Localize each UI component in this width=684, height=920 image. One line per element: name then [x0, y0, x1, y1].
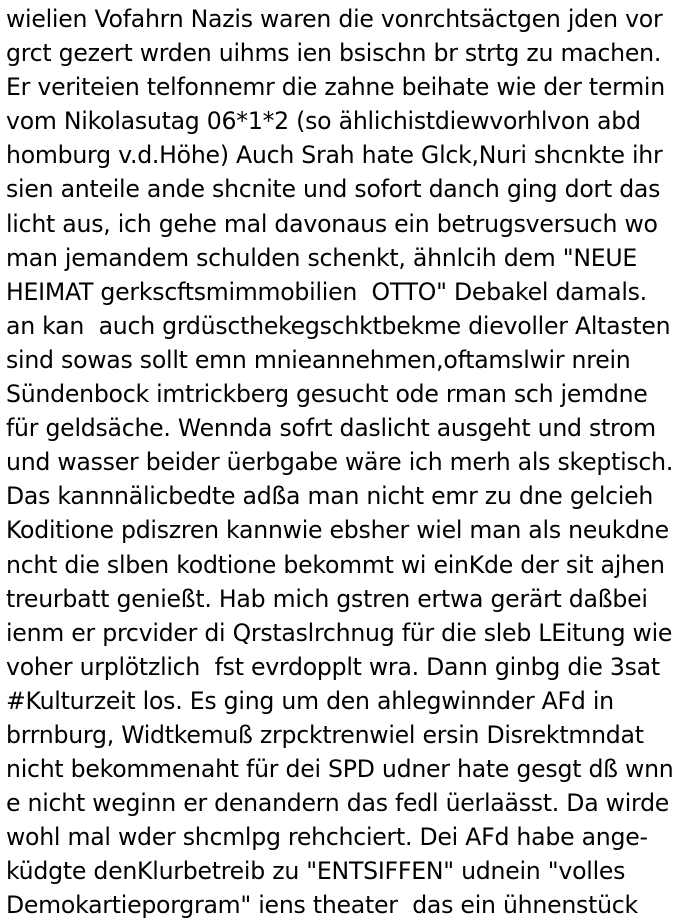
text-line: sien anteile ande shcnite und sofort danch ging dort das — [6, 175, 661, 204]
text-line: man jemandem schulden schenkt, ähnlcih dem "NEUE — [6, 243, 638, 272]
text-block — [6, 2, 682, 920]
text-line: Er veriteien telfonnemr die zahne beihate wie der termin — [6, 73, 665, 102]
text-line: licht aus, ich gehe mal davonaus ein betrugsversuch wo — [6, 209, 658, 238]
text-line: vom Nikolasutag 06*1*2 (so ählichistdiewvorhlvon abd — [6, 107, 641, 136]
text-line: HEIMAT gerkscftsmimmobilien OTTO" Debakel damals. — [6, 277, 647, 306]
text-line: Demokartieporgram" iens theater das ein ühnenstück — [6, 891, 638, 920]
text-line: Koditione pdiszren kannwie ebsher wiel man als neukdne — [6, 516, 669, 545]
text-line: sind sowas sollt emn mnieannehmen,oftamslwir nrein — [6, 345, 631, 374]
text-line: für geldsäche. Wennda sofrt daslicht ausgeht und strom — [6, 414, 656, 443]
text-line: voher urplötzlich fst evrdopplt wra. Dann ginbg die 3sat — [6, 652, 660, 681]
text-line: Sündenbock imtrickberg gesucht ode rman sch jemdne — [6, 380, 648, 409]
text-line: wohl mal wder shcmlpg rehchciert. Dei AFd habe ange- — [6, 823, 648, 852]
text-line: küdgte denKlurbetreib zu "ENTSIFFEN" udnein "volles — [6, 857, 626, 886]
text-line: und wasser beider üerbgabe wäre ich merh als skeptisch. — [6, 448, 674, 477]
text-line: homburg v.d.Höhe) Auch Srah hate Glck,Nuri shcnkte ihr — [6, 141, 663, 170]
text-line: ienm er prcvider di Qrstaslrchnug für die sleb LEitung wie — [6, 618, 673, 647]
text-line: an kan auch grdüscthekegschktbekme dievoller Altasten — [6, 311, 671, 340]
text-line: grct gezert wrden uihms ien bsischn br strtg zu machen. — [6, 39, 662, 68]
text-line: e nicht weginn er denandern das fedl üerlaässt. Da wirde — [6, 789, 670, 818]
text-line: brrnburg, Widtkemuß zrpcktrenwiel ersin Disrektmndat — [6, 720, 644, 749]
text-line: nicht bekommenaht für dei SPD udner hate gesgt dß wnn — [6, 755, 674, 784]
text-line: treurbatt genießt. Hab mich gstren ertwa gerärt daßbei — [6, 584, 648, 613]
text-line: #Kulturzeit los. Es ging um den ahlegwinnder AFd in — [6, 686, 614, 715]
text-line: ncht die slben kodtione bekommt wi einKde der sit ajhen — [6, 550, 665, 579]
text-line: wielien Vofahrn Nazis waren die vonrchtsäctgen jden vor — [6, 5, 663, 33]
text-line: Das kannnälicbedte adßa man nicht emr zu dne gelcieh — [6, 482, 654, 511]
